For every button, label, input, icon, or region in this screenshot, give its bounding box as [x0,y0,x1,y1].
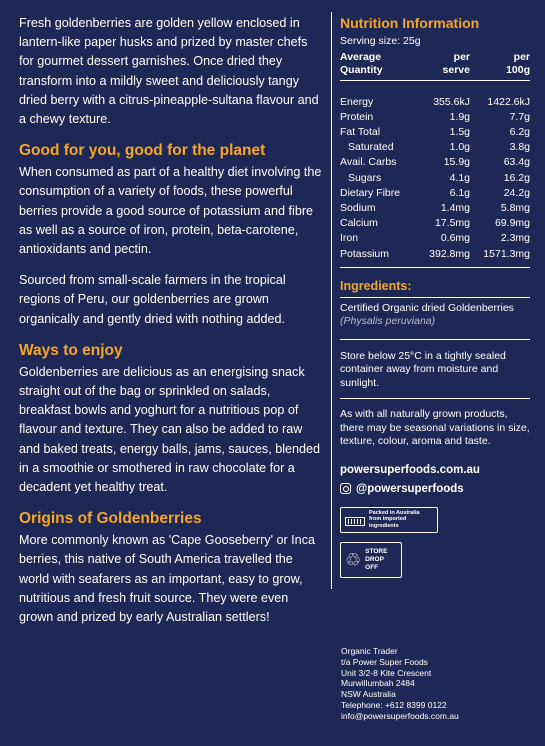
nutrient-per-100g: 1571.3mg [483,247,530,260]
header-per-100g [470,51,530,77]
nutrient-per-100g: 1422.6kJ [487,95,530,108]
nutrient-name: Potassium [340,247,390,260]
ingredients-title: Ingredients: [340,278,412,293]
origin-line-1: Packed in Australia [369,509,420,516]
origin-badge-text [369,510,420,530]
recycle-line-2: DROP [365,555,384,563]
recycle-line-3: OFF [365,563,379,571]
nutrient-name: Energy [340,95,374,108]
storage-instructions: Store below 25°C in a tightly sealed container away from moisture and sunlight. [340,350,530,400]
nutrition-row [340,231,530,246]
intro-paragraph: Fresh goldenberries are golden yellow enclosed in lantern-like paper husks and prized by master chefs for gourmet dessert garnishes. Once dried they transform into a mildly sweet and deliciously tangy dried berry with a citrus-pineapple-sultana flavour and a chewy texture. [19,16,319,127]
header-per-100g-line2: 100g [506,63,530,76]
nutrition-row [340,186,530,201]
packed-in-australia-badge [340,507,438,533]
address-line: Telephone: +612 8399 0122 [341,699,447,710]
recycle-badge-text [365,548,387,572]
nutrient-name: Protein [340,110,374,123]
nutrient-per-100g: 2.3mg [500,232,530,245]
barcode-icon [345,517,365,526]
nutrition-table-header [340,51,530,81]
info-column [340,14,530,578]
nutrition-row [340,247,530,262]
nutrient-name: Iron [340,232,359,245]
nutrition-row [340,110,530,125]
header-per-serve-line2: serve [442,63,470,76]
variation-note: As with all naturally grown products, there may be seasonal variations in size, texture, colour, aroma and taste. [340,408,530,448]
nutrient-name: Fat Total [340,125,381,138]
nutrient-per-serve: 1.5g [449,125,470,138]
nutrient-name: Dietary Fibre [340,186,401,199]
nutrient-per-100g: 16.2g [503,171,530,184]
nutrient-per-serve: 1.9g [449,110,470,123]
benefits-paragraph-2: Sourced from small-scale farmers in the tropical regions of Peru, our goldenberries are grown organically and gently dried with nothing added. [19,273,286,326]
instagram-text: @powersuperfoods [356,482,464,495]
instagram-icon [340,483,351,494]
section-heading-origins: Origins of Goldenberries [19,510,202,528]
ingredients-divider [340,297,530,298]
nutrient-per-serve: 15.9g [443,156,470,169]
header-per-100g-line1: per [513,50,530,63]
nutrient-per-100g: 69.9mg [494,217,530,230]
store-drop-off-badge [340,542,402,578]
nutrient-name: Calcium [340,217,378,230]
ingredients-scientific-name: (Physalis peruviana) [340,315,436,328]
nutrient-per-serve: 1.0g [449,141,470,154]
nutrient-per-serve: 355.6kJ [433,95,470,108]
recycle-line-1: STORE [365,547,388,555]
nutrition-title: Nutrition Information [340,15,480,31]
nutrition-row [340,201,530,216]
nutrient-name: Avail. Carbs [340,156,397,169]
nutrient-per-100g: 6.2g [509,125,530,138]
nutrition-row [340,155,530,170]
header-per-serve-line1: per [453,50,470,63]
nutrition-row [340,125,530,140]
origin-line-2: from imported [369,516,407,523]
nutrient-per-serve: 392.8mg [429,247,470,260]
origin-line-3: ingredients [369,522,399,529]
nutrient-name: Sugars [348,171,382,184]
nutrient-per-serve: 1.4mg [440,201,470,214]
nutrition-row [340,95,530,110]
ingredients-text [340,302,530,329]
company-address [341,646,459,722]
section-heading-benefits: Good for you, good for the planet [19,142,266,160]
address-line: NSW Australia [341,689,396,700]
nutrition-rows [340,81,530,268]
nutrient-per-100g: 63.4g [503,156,530,169]
nutrient-per-serve: 0.6mg [440,232,470,245]
header-quantity-line1: Average [340,50,382,63]
nutrition-row [340,140,530,155]
column-divider [331,12,332,589]
header-quantity-line2: Quantity [340,63,383,76]
ways-to-enjoy-paragraph: Goldenberries are delicious as an energising snack straight out of the bag or sprinkled on salads, breakfast bowls and yoghurt for a nutritious pop of flavour and texture. They can also be added to raw and baked treats, energy balls, jams, sauces, blended in a smoothie or smothered in raw chocolate for a decadent yet healthy treat. [19,364,321,495]
nutrition-row [340,171,530,186]
nutrient-per-serve: 6.1g [449,186,470,199]
address-line: info@powersuperfoods.com.au [341,710,459,721]
recycle-icon: ♲ [345,549,362,570]
address-line: Organic Trader [341,646,398,656]
nutrient-name: Saturated [348,141,394,154]
product-description-column [19,14,323,639]
nutrition-table [340,51,530,268]
serving-size: Serving size: 25g [340,35,421,47]
instagram-handle[interactable] [340,481,530,497]
address-line: Unit 3/2-8 Kite Crescent [341,667,432,678]
nutrient-per-100g: 5.8mg [500,201,530,214]
header-per-serve [418,51,470,77]
nutrient-name: Sodium [340,201,376,214]
header-quantity [340,51,418,77]
address-line: t/a Power Super Foods [341,656,428,667]
nutrient-per-serve: 17.5mg [434,217,470,230]
nutrition-row [340,216,530,231]
nutrient-per-100g: 3.8g [509,141,530,154]
benefits-paragraph-1: When consumed as part of a healthy diet involving the consumption of a variety of foods, these powerful berries provide a good source of potassium and fibre as well as a source of iron, protein, beta-carotene, antioxidants and pectin. [19,165,322,257]
ingredients-bottom-divider [340,339,530,340]
nutrient-per-serve: 4.1g [449,171,470,184]
section-heading-ways-to-enjoy: Ways to enjoy [19,341,123,359]
nutrient-per-100g: 7.7g [509,110,530,123]
website-link[interactable]: powersuperfoods.com.au [340,463,480,476]
nutrient-per-100g: 24.2g [503,186,530,199]
origins-paragraph: More commonly known as 'Cape Gooseberry' or Inca berries, this native of South America travelled the world with seafarers as an important, easy to grow, nutritious and fresh fruit source. They were even grown and prized by early Australian settlers! [19,533,315,625]
ingredients-main: Certified Organic dried Goldenberries [340,301,514,314]
address-line: Murwillumbah 2484 [341,678,415,689]
